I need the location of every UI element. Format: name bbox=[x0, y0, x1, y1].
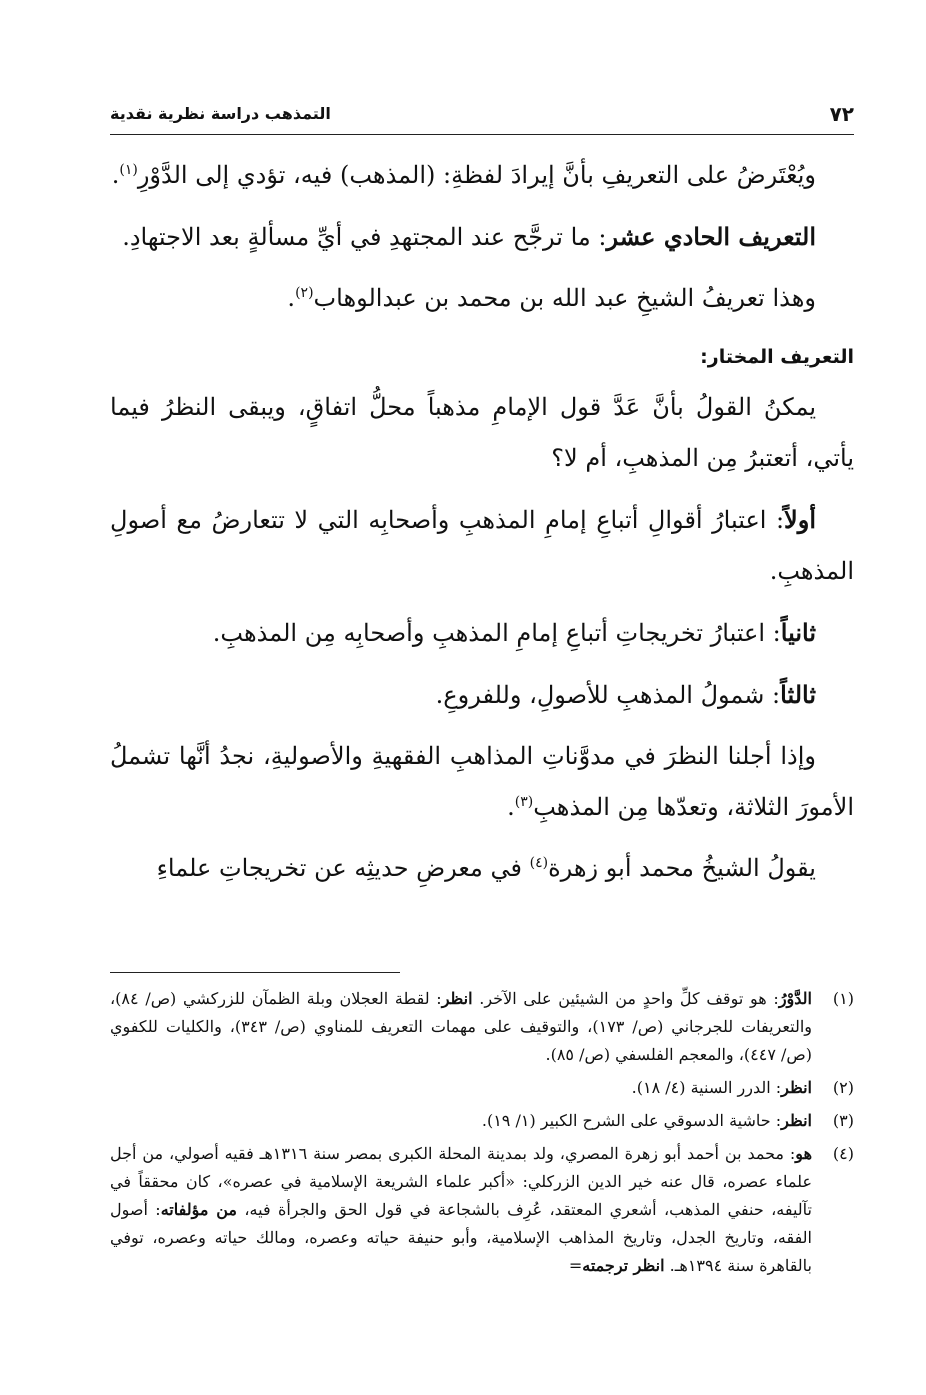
footnote-2: (٢) انظر: الدرر السنية (٤/ ١٨). bbox=[110, 1074, 854, 1102]
footnote-number: (٢) bbox=[832, 1078, 854, 1097]
main-text bbox=[110, 150, 854, 904]
footnote-number: (٣) bbox=[832, 1111, 854, 1130]
paragraph-objection: ويُعْتَرضُ على التعريفِ بأنَّ إيرادَ لفظةِ: (المذهب) فيه، تؤدي إلى الدَّوْرِ$^{(١)}$. bbox=[111, 161, 816, 189]
paragraph-definition-eleven: التعريف الحادي عشر: ما ترجَّح عند المجتهدِ في أيِّ مسألةٍ بعد الاجتهادِ. bbox=[122, 222, 816, 251]
section-heading: التعريف المختار: bbox=[700, 346, 854, 368]
footnotes bbox=[110, 985, 854, 1285]
footnote-number: (٤) bbox=[832, 1144, 854, 1163]
point-label-third: ثالثاً bbox=[780, 680, 816, 709]
book-title: التمذهب دراسة نظرية نقدية bbox=[110, 104, 331, 123]
running-header bbox=[110, 100, 854, 135]
paragraph-abu-zahra: يقولُ الشيخُ محمد أبو زهرة$^{(٤)}$ في معرضِ حديثِه عن تخريجاتِ علماءِ bbox=[156, 854, 816, 882]
page-number: ٧٢ bbox=[829, 102, 854, 126]
footnote-ref-1[interactable]: (١) bbox=[119, 162, 138, 178]
definition-label: التعريف الحادي عشر bbox=[606, 222, 816, 251]
point-label-second: ثانياً bbox=[780, 618, 816, 647]
footnote-4: (٤) هو: محمد بن أحمد أبو زهرة المصري، ولد بمدينة المحلة الكبرى بمصر سنة ١٣١٦هـ فقيه أصولي، من أجل علماء عصره، قال عنه خير الدين الزركلي: «أكبر علماء الشريعة الإسلامية في عصره»، كان محققاً في تآليفه، حنفي المذهب، أشعري المعتقد، عُرِف بالشجاعة في قول الحق والجرأة فيه، من مؤلفاته: أصول الفقه، وتاريخ الجدل، وتاريخ المذاهب الإسلامية، وأبو حنيفة حياته وعصره، ومالك حياته وعصره، توفي بالقاهرة سنة ١٣٩٤هـ. انظر ترجمته= bbox=[110, 1140, 854, 1280]
point-label-first: أولاً bbox=[784, 505, 816, 534]
paragraph-chosen-definition: يمكنُ القولُ بأنَّ عَدَّ قول الإمامِ مذهباً محلُّ اتفاقٍ، ويبقى النظرُ فيما يأتي، أتعتبرُ مِن المذهبِ، أم لا؟ bbox=[110, 393, 854, 472]
book-page bbox=[110, 0, 854, 1395]
footnote-number: (١) bbox=[832, 989, 854, 1008]
paragraph-point-third: ثالثاً: شمولُ المذهبِ للأصولِ، وللفروعِ. bbox=[435, 680, 816, 709]
footnote-3: (٣) انظر: حاشية الدسوقي على الشرح الكبير (١/ ١٩). bbox=[110, 1107, 854, 1135]
paragraph-attribution: وهذا تعريفُ الشيخِ عبد الله بن محمد بن عبدالوهاب$^{(٢)}$. bbox=[287, 284, 816, 312]
footnote-ref-4[interactable]: (٤) bbox=[529, 855, 549, 871]
footnote-ref-2[interactable]: (٢) bbox=[295, 285, 314, 301]
footnote-separator bbox=[110, 972, 400, 973]
footnote-ref-3[interactable]: (٣) bbox=[514, 794, 534, 810]
paragraph-survey: وإذا أجلنا النظرَ في مدوَّناتِ المذاهبِ الفقهيةِ والأصوليةِ، نجدُ أنَّها تشملُ الأمورَ الثلاثة، وتعدّها مِن المذهبِ$^{(٣)}$. bbox=[110, 742, 854, 821]
paragraph-point-second: ثانياً: اعتبارُ تخريجاتِ أتباعِ إمامِ المذهبِ وأصحابِه مِن المذهبِ. bbox=[212, 618, 816, 647]
paragraph-point-first: أولاً: اعتبارُ أقوالِ أتباعِ إمامِ المذهبِ وأصحابِه التي لا تتعارضُ مع أصولِ المذهبِ. bbox=[110, 505, 854, 585]
footnote-1: (١) الدَّوْرُ: هو توقف كلِّ واحدٍ من الشيئين على الآخر. انظر: لقطة العجلان وبلة الظمآن للزركشي (ص/ ٨٤)، والتعريفات للجرجاني (ص/ ١٧٣)، والتوقيف على مهمات التعريف للمناوي (ص/ ٣٤٣)، والكليات للكفوي (ص/ ٤٤٧)، والمعجم الفلسفي (ص/ ٨٥). bbox=[110, 985, 854, 1069]
